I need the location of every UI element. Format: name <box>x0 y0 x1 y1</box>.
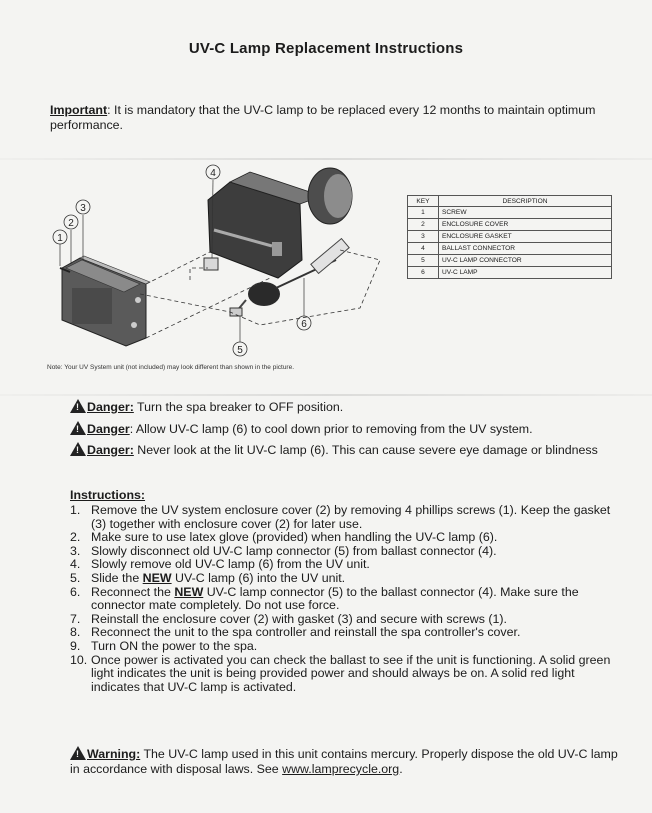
important-text: : It is mandatory that the UV-C lamp to be replaced every 12 months to maintain optimum performance. <box>50 103 596 132</box>
description-cell: ENCLOSURE COVER <box>439 219 612 231</box>
step-number: 2. <box>70 530 81 545</box>
warning-end: . <box>399 762 403 776</box>
list-item <box>70 545 626 559</box>
callout-label-1: 1 <box>57 233 63 244</box>
danger-label: Danger: <box>87 443 134 457</box>
list-item <box>70 531 626 545</box>
warning-triangle-icon <box>70 442 86 456</box>
step-emphasis: NEW <box>174 584 204 599</box>
key-cell: 5 <box>408 255 439 267</box>
step-text-post: UV-C lamp connector (5) to the ballast connector (4). Make sure the connector mate completely. Do not use force. <box>91 584 579 613</box>
important-label: Important <box>50 103 108 117</box>
danger-notice-3 <box>70 442 615 458</box>
list-item <box>70 626 626 640</box>
list-item <box>70 558 626 572</box>
step-emphasis: NEW <box>142 570 172 585</box>
list-item <box>70 586 626 613</box>
danger-notice-1 <box>70 399 615 415</box>
callout-label-4: 4 <box>210 168 216 179</box>
key-cell: 3 <box>408 231 439 243</box>
recycle-link[interactable]: www.lamprecycle.org <box>282 762 400 776</box>
key-table-header <box>408 196 612 207</box>
description-cell: UV-C LAMP CONNECTOR <box>439 255 612 267</box>
page-title: UV-C Lamp Replacement Instructions <box>188 40 464 57</box>
step-text-post: UV-C lamp (6) into the UV unit. <box>171 570 346 585</box>
danger-text: Never look at the lit UV-C lamp (6). This can cause severe eye damage or blindness <box>133 443 598 457</box>
table-row <box>408 267 612 279</box>
step-text: Slowly disconnect old UV-C lamp connector (5) from ballast connector (4). <box>91 543 497 558</box>
key-description-table <box>407 195 612 279</box>
step-text-pre: Reconnect the <box>91 584 175 599</box>
step-number: 3. <box>70 543 81 558</box>
enclosure-cover-drawing <box>62 256 150 346</box>
step-text: Reinstall the enclosure cover (2) with gasket (3) and secure with screws (1). <box>91 611 507 626</box>
description-cell: UV-C LAMP <box>439 267 612 279</box>
diagram-note: Note: Your UV System unit (not included) may look different than shown in the picture. <box>47 364 295 371</box>
table-row <box>408 243 612 255</box>
description-header: DESCRIPTION <box>439 196 612 207</box>
callout-label-5: 5 <box>237 345 243 356</box>
list-item <box>70 654 626 695</box>
step-text: Once power is activated you can check the ballast to see if the unit is functioning. A solid green light indicates the unit is being provided power and should always be on. A solid red light indicates that UV-C lamp is activated. <box>91 652 611 694</box>
danger-notice-2 <box>70 421 615 437</box>
list-item <box>70 504 626 531</box>
table-row <box>408 255 612 267</box>
list-item <box>70 613 626 627</box>
warning-notice <box>70 746 620 777</box>
key-cell: 4 <box>408 243 439 255</box>
description-cell: ENCLOSURE GASKET <box>439 231 612 243</box>
step-number: 5. <box>70 570 81 585</box>
step-number: 7. <box>70 611 81 626</box>
warning-triangle-icon <box>70 421 86 435</box>
instructions-title: Instructions: <box>70 488 146 502</box>
paper-fold-line <box>0 394 652 396</box>
important-notice <box>50 103 620 133</box>
instruction-steps <box>70 504 626 694</box>
warning-triangle-icon <box>70 399 86 413</box>
danger-text: Turn the spa breaker to OFF position. <box>133 400 344 414</box>
key-cell: 1 <box>408 207 439 219</box>
step-number: 9. <box>70 638 81 653</box>
step-number: 4. <box>70 557 81 572</box>
step-text-pre: Slide the <box>91 570 143 585</box>
step-number: 1. <box>70 503 81 517</box>
danger-text: : Allow UV-C lamp (6) to cool down prior to removing from the UV system. <box>129 422 533 436</box>
danger-label: Danger <box>87 422 130 436</box>
step-number: 8. <box>70 625 81 640</box>
key-cell: 2 <box>408 219 439 231</box>
callout-label-3: 3 <box>80 203 86 214</box>
warning-text: The UV-C lamp used in this unit contains mercury. Properly dispose the old UV-C lamp in accordance with disposal laws. See <box>70 747 618 776</box>
step-text: Remove the UV system enclosure cover (2) by removing 4 phillips screws (1). Keep the gasket (3) together with enclosure cover (2) for later use. <box>91 503 611 531</box>
list-item <box>70 640 626 654</box>
step-text: Make sure to use latex glove (provided) when handling the UV-C lamp (6). <box>91 530 498 545</box>
exploded-view-diagram <box>40 160 400 365</box>
table-row <box>408 219 612 231</box>
step-text: Reconnect the unit to the spa controller and reinstall the spa controller's cover. <box>91 625 521 640</box>
step-number: 6. <box>70 584 81 599</box>
key-header: KEY <box>408 196 439 207</box>
table-row <box>408 207 612 219</box>
key-cell: 6 <box>408 267 439 279</box>
danger-label: Danger: <box>87 400 134 414</box>
warning-label: Warning: <box>87 747 141 761</box>
callout-label-2: 2 <box>68 218 74 229</box>
step-number: 10. <box>70 652 88 667</box>
description-cell: SCREW <box>439 207 612 219</box>
step-text: Slowly remove old UV-C lamp (6) from the UV unit. <box>91 557 370 572</box>
callout-label-6: 6 <box>301 319 307 330</box>
table-row <box>408 231 612 243</box>
list-item <box>70 572 626 586</box>
step-text: Turn ON the power to the spa. <box>91 638 258 653</box>
description-cell: BALLAST CONNECTOR <box>439 243 612 255</box>
warning-triangle-icon <box>70 746 86 760</box>
